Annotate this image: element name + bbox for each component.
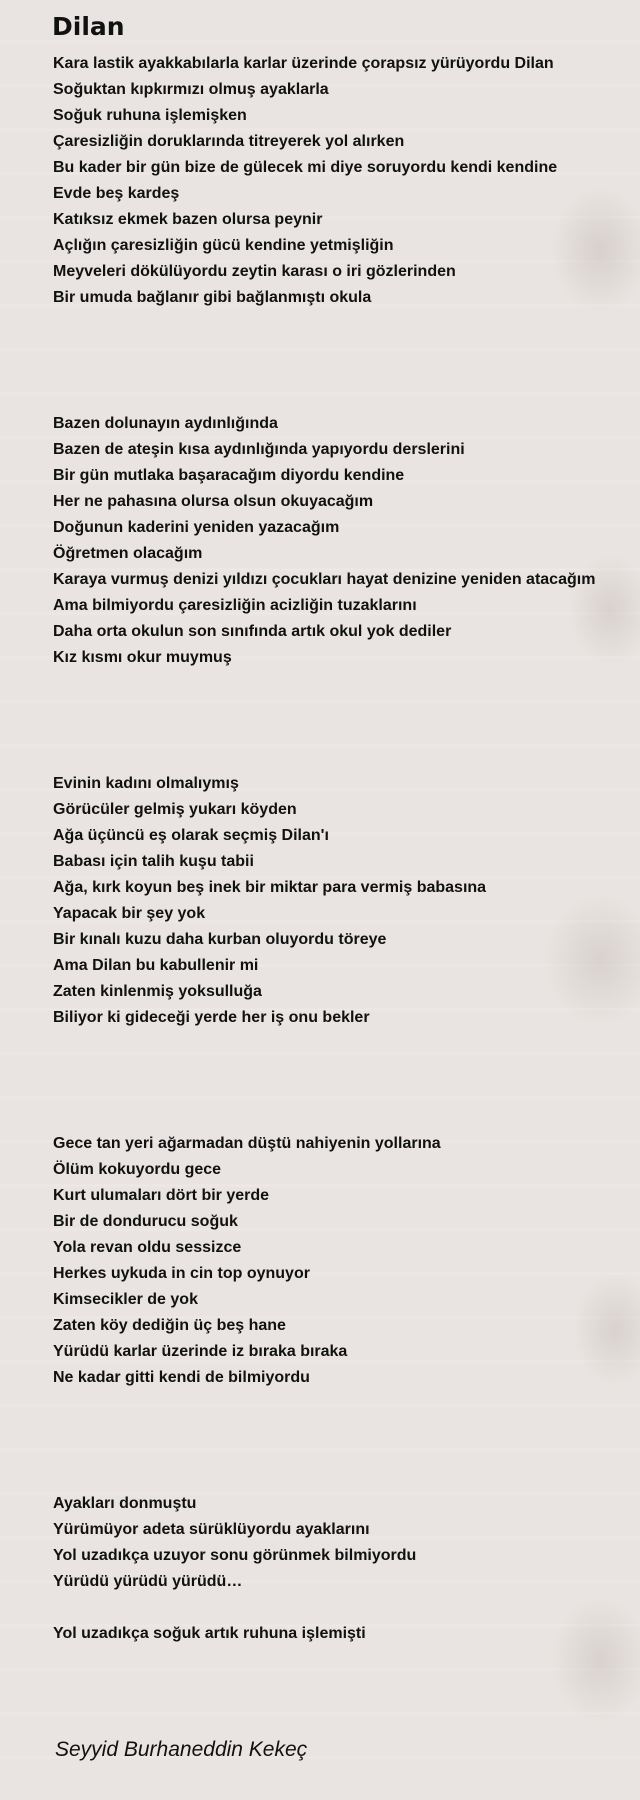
poem-blank-line bbox=[53, 1595, 633, 1621]
poem-line: Görücüler gelmiş yukarı köyden bbox=[53, 801, 297, 818]
poem-line: Çaresizliğin doruklarında titreyerek yol alırken bbox=[53, 133, 405, 150]
stanza-2 bbox=[53, 411, 633, 671]
poem-line: Zaten köy dediğin üç beş hane bbox=[53, 1317, 286, 1334]
poem-line: Gece tan yeri ağarmadan düştü nahiyenin yollarına bbox=[53, 1135, 441, 1152]
poem-line: Kara lastik ayakkabılarla karlar üzerinde çorapsız yürüyordu Dilan bbox=[53, 55, 554, 72]
poem-line: Yapacak bir şey yok bbox=[53, 905, 206, 922]
poem-line: Bazen dolunayın aydınlığında bbox=[53, 415, 278, 432]
stanza-3 bbox=[53, 771, 633, 1031]
poem-line: Kimsecikler de yok bbox=[53, 1291, 198, 1308]
stanza-4 bbox=[53, 1131, 633, 1391]
poem-line: Ama bilmiyordu çaresizliğin acizliğin tuzaklarını bbox=[53, 597, 417, 614]
poem-line: Ayakları donmuştu bbox=[53, 1495, 197, 1512]
poem-line: Katıksız ekmek bazen olursa peynir bbox=[53, 211, 323, 228]
poem-line: Yola revan oldu sessizce bbox=[53, 1239, 242, 1256]
stanza-1 bbox=[53, 51, 633, 311]
poem-line: Yürümüyor adeta sürüklüyordu ayaklarını bbox=[53, 1521, 370, 1538]
poem-line: Zaten kinlenmiş yoksulluğa bbox=[53, 983, 262, 1000]
poem-line: Bir gün mutlaka başaracağım diyordu kendine bbox=[53, 467, 405, 484]
poem-line: Ne kadar gitti kendi de bilmiyordu bbox=[53, 1369, 310, 1386]
poem-line: Ama Dilan bu kabullenir mi bbox=[53, 957, 259, 974]
poem-line: Bir umuda bağlanır gibi bağlanmıştı okula bbox=[53, 289, 372, 306]
poem-line: Yürüdü karlar üzerinde iz bıraka bıraka bbox=[53, 1343, 348, 1360]
poem-line: Soğuk ruhuna işlemişken bbox=[53, 107, 247, 124]
poem-line: Evde beş kardeş bbox=[53, 185, 180, 202]
poem-line: Bazen de ateşin kısa aydınlığında yapıyordu derslerini bbox=[53, 441, 465, 458]
poem-line: Soğuktan kıpkırmızı olmuş ayaklarla bbox=[53, 81, 329, 98]
poem-line: Ağa, kırk koyun beş inek bir miktar para vermiş babasına bbox=[53, 879, 487, 896]
poem-line: Kız kısmı okur muymuş bbox=[53, 649, 232, 666]
poem-line: Herkes uykuda in cin top oynuyor bbox=[53, 1265, 310, 1282]
poem-line: Her ne pahasına olursa olsun okuyacağım bbox=[53, 493, 374, 510]
poem-line: Evinin kadını olmalıymış bbox=[53, 775, 239, 792]
poem-line: Yol uzadıkça soğuk artık ruhuna işlemişti bbox=[53, 1625, 366, 1642]
poem-line: Biliyor ki gideceği yerde her iş onu bekler bbox=[53, 1009, 370, 1026]
poem-body bbox=[53, 51, 633, 1647]
poem-line: Babası için talih kuşu tabii bbox=[53, 853, 254, 870]
poem-line: Doğunun kaderini yeniden yazacağım bbox=[53, 519, 340, 536]
poem-line: Öğretmen olacağım bbox=[53, 545, 203, 562]
poem-title: Dilan bbox=[52, 12, 125, 41]
poem-line: Daha orta okulun son sınıfında artık okul yok dediler bbox=[53, 623, 452, 640]
poem-line: Açlığın çaresizliğin gücü kendine yetmişliğin bbox=[53, 237, 394, 254]
poem-line: Ağa üçüncü eş olarak seçmiş Dilan'ı bbox=[53, 827, 329, 844]
poem-line: Bir kınalı kuzu daha kurban oluyordu töreye bbox=[53, 931, 387, 948]
poem-line: Bir de dondurucu soğuk bbox=[53, 1213, 238, 1230]
poem-line: Karaya vurmuş denizi yıldızı çocukları hayat denizine yeniden atacağım bbox=[53, 571, 596, 588]
poem-line: Meyveleri dökülüyordu zeytin karası o iri gözlerinden bbox=[53, 263, 456, 280]
poem-author: Seyyid Burhaneddin Kekeç bbox=[55, 1738, 308, 1761]
poem-line: Yürüdü yürüdü yürüdü… bbox=[53, 1573, 243, 1590]
poem-line: Bu kader bir gün bize de gülecek mi diye soruyordu kendi kendine bbox=[53, 159, 558, 176]
poem-line: Ölüm kokuyordu gece bbox=[53, 1161, 222, 1178]
stanza-5 bbox=[53, 1491, 633, 1647]
poem-line: Kurt ulumaları dört bir yerde bbox=[53, 1187, 270, 1204]
poem-line: Yol uzadıkça uzuyor sonu görünmek bilmiyordu bbox=[53, 1547, 417, 1564]
